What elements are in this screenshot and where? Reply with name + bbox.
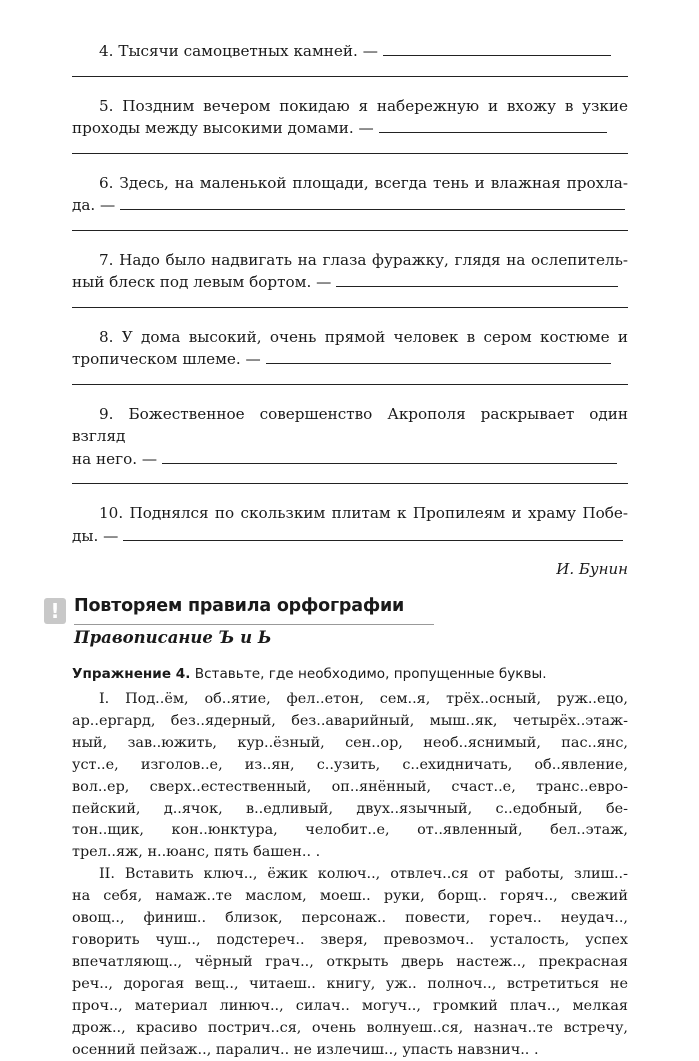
answer-blank[interactable] [379, 118, 607, 133]
exclamation-icon: ! [44, 598, 66, 624]
exercise-instruction: Вставьте, где необходимо, пропущенные буквы. [195, 666, 547, 682]
answer-line[interactable] [72, 483, 628, 484]
sentence-item-6 [72, 172, 628, 231]
answer-blank[interactable] [266, 349, 611, 364]
text-line: тон..щик, кон..юнктура, челобит..е, от..явленный, бел..этаж, [72, 820, 628, 842]
text-line: проч.., материал линюч.., силач.. могуч.., громкий плач.., мелкая [72, 996, 628, 1018]
sentence-text-line1: 7. Надо было надвигать на глаза фуражку, глядя на ослепитель- [99, 251, 628, 269]
text-line: ар..ергард, без..ядерный, без..аварийный, мыш..як, четырёх..этаж- [72, 711, 628, 733]
part1-lines [72, 689, 628, 864]
section-title: Повторяем правила орфографии [74, 596, 404, 616]
sentence-item-10 [72, 502, 628, 547]
sentence-item-9 [72, 403, 628, 485]
answer-blank[interactable] [120, 195, 625, 210]
text-line: II. Вставить ключ.., ёжик колюч.., отвлеч..ся от работы, злиш..- [72, 864, 628, 886]
sentence-text-line1: 10. Поднялся по скользким плитам к Пропилеям и храму Побе- [99, 504, 628, 522]
sentence-text-line2: тропическом шлеме. — [72, 350, 261, 368]
answer-line[interactable] [72, 76, 628, 77]
sentence-item-8 [72, 326, 628, 385]
text-line: на себя, намаж..те маслом, моеш.. руки, борщ.. горяч.., свежий [72, 886, 628, 908]
page [72, 40, 628, 1061]
sentence-item-7 [72, 249, 628, 308]
text-line: трел..яж, н..юанс, пять башен.. . [72, 842, 628, 864]
answer-blank[interactable] [336, 272, 618, 287]
sentence-text-line1: 5. Поздним вечером покидаю я набережную и вхожу в узкие [99, 97, 628, 115]
answer-line[interactable] [72, 153, 628, 154]
sentence-text-line2: да. — [72, 196, 115, 214]
text-line: вол..ер, сверх..естественный, оп..янённый, счаст..е, транс..евро- [72, 777, 628, 799]
sentence-text-line2: на него. — [72, 450, 157, 468]
text-line: овощ.., финиш.. близок, персонаж.. повести, гореч.. неудач.., [72, 908, 628, 930]
text-line: осенний пейзаж.., паралич.. не излечиш.., упасть навзнич.. . [72, 1040, 628, 1061]
answer-line[interactable] [72, 230, 628, 231]
author-signature: И. Бунин [72, 560, 628, 578]
section-divider [74, 624, 434, 625]
answer-line[interactable] [72, 307, 628, 308]
sentence-text-line2: ды. — [72, 527, 118, 545]
answer-blank[interactable] [162, 449, 617, 464]
text-line: говорить чуш.., подстереч.. зверя, превозмоч.. усталость, успех [72, 930, 628, 952]
section-subtitle: Правописание Ъ и Ь [74, 628, 272, 647]
exercise-heading [72, 666, 628, 682]
sentence-item-5 [72, 95, 628, 154]
text-line: I. Под..ём, об..ятие, фел..етон, сем..я, трёх..осный, руж..ецо, [72, 689, 628, 711]
exercise-label: Упражнение 4. [72, 666, 190, 682]
exercise-part-2 [72, 864, 628, 1061]
sentence-text-line2: ный блеск под левым бортом. — [72, 273, 331, 291]
sentence-text: 4. Тысячи самоцветных камней. — [99, 42, 378, 60]
text-line: уст..е, изголов..е, из..ян, с..узить, с..ехидничать, об..явление, [72, 755, 628, 777]
section-header [44, 594, 628, 652]
sentence-text-line1: 6. Здесь, на маленькой площади, всегда тень и влажная прохла- [99, 174, 628, 192]
text-line: дрож.., красиво пострич..ся, очень волнуеш..ся, назнач..те встречу, [72, 1018, 628, 1040]
part2-lines [72, 864, 628, 1061]
answer-line[interactable] [72, 384, 628, 385]
answer-blank[interactable] [123, 526, 623, 541]
sentence-text-line1: 8. У дома высокий, очень прямой человек в сером костюме и [99, 328, 628, 346]
text-line: впечатляющ.., чёрный грач.., открыть дверь настеж.., прекрасная [72, 952, 628, 974]
sentence-text-line2: проходы между высокими домами. — [72, 119, 374, 137]
text-line: пейский, д..ячок, в..едливый, двух..язычный, с..едобный, бе- [72, 799, 628, 821]
text-line: реч.., дорогая вещ.., читаеш.. книгу, уж.. полноч.., встретиться не [72, 974, 628, 996]
sentence-text-line1: 9. Божественное совершенство Акрополя раскрывает один взгляд [72, 405, 628, 446]
sentence-item-4 [72, 40, 628, 77]
text-line: ный, зав..южить, кур..ёзный, сен..ор, необ..яснимый, пас..янс, [72, 733, 628, 755]
exercise-part-1 [72, 689, 628, 864]
answer-blank[interactable] [383, 41, 611, 56]
